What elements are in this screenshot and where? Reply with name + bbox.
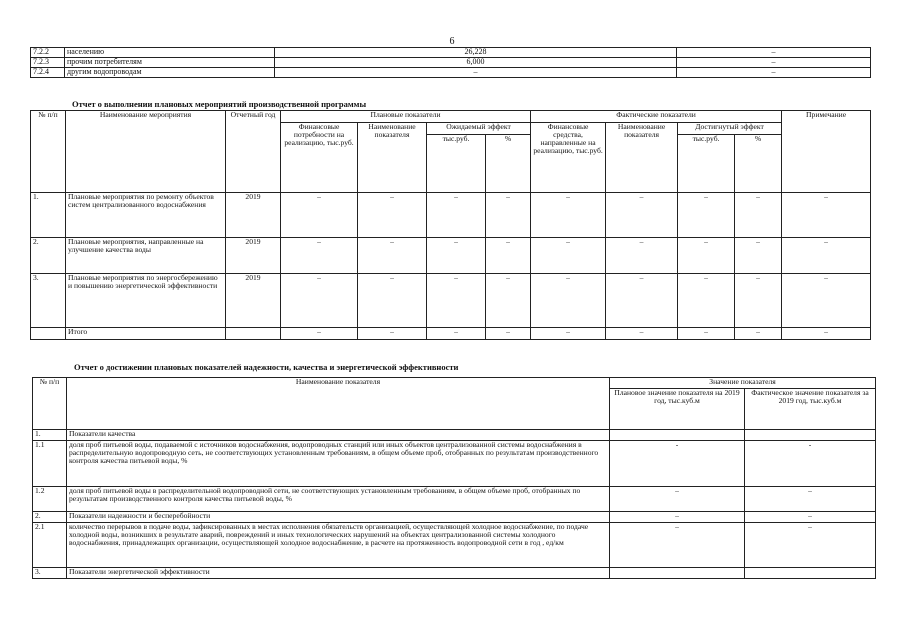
row-fact: [745, 568, 876, 579]
cell-dash: –: [782, 238, 871, 274]
header-num: № п/п: [31, 111, 66, 193]
header-planned: Плановые показатели: [281, 111, 531, 123]
header-fact-pct: %: [735, 135, 782, 193]
header-actual: Фактическое значение показателя за 2019 год, тыс.куб.м: [745, 389, 876, 430]
row-num: 2.: [31, 238, 66, 274]
row-plan: –: [610, 487, 745, 512]
row-code: 7.2.2: [31, 48, 65, 58]
row-num: 1.: [31, 193, 66, 238]
cell-dash: –: [531, 238, 606, 274]
row-year: 2019: [226, 274, 281, 328]
table-row: [33, 441, 876, 487]
header-planned: Плановое значение показателя на 2019 год, тыс.куб.м: [610, 389, 745, 430]
cell-dash: –: [531, 328, 606, 340]
header-expected-effect: Ожидаемый эффект: [427, 123, 531, 135]
cell-dash: –: [531, 274, 606, 328]
header-name: Наименование показателя: [67, 378, 610, 430]
row-num: 2.1: [33, 523, 67, 568]
row-name: Показатели качества: [67, 430, 610, 441]
cell-dash: –: [427, 193, 486, 238]
table-row: [31, 274, 871, 328]
cell-dash: –: [735, 274, 782, 328]
row-label: населению: [65, 48, 275, 58]
header-plan-fin: Финансовые потребности на реализацию, тыс.руб.: [281, 123, 358, 193]
total-label: Итого: [66, 328, 226, 340]
cell-dash: –: [358, 274, 427, 328]
header-year: Отчетный год: [226, 111, 281, 193]
header-plan-pct: %: [486, 135, 531, 193]
row-num: 2.: [33, 512, 67, 523]
table-row: [31, 193, 871, 238]
cell-dash: –: [782, 193, 871, 238]
cell-dash: –: [486, 274, 531, 328]
row-value: –: [275, 68, 677, 78]
header-achieved-effect: Достигнутый эффект: [678, 123, 782, 135]
row-year: 2019: [226, 193, 281, 238]
cell-dash: –: [281, 193, 358, 238]
header-row-1: [31, 111, 871, 123]
header-name: Наименование мероприятия: [66, 111, 226, 193]
total-num: [31, 328, 66, 340]
cell-dash: –: [735, 328, 782, 340]
cell-dash: –: [358, 193, 427, 238]
total-row: [31, 328, 871, 340]
planned-measures-table: [30, 110, 871, 340]
cell-dash: –: [281, 238, 358, 274]
row-name: Показатели надежности и бесперебойности: [67, 512, 610, 523]
row-num: 3.: [33, 568, 67, 579]
cell-dash: –: [606, 238, 678, 274]
row-name: доля проб питьевой воды, подаваемой с источников водоснабжения, водопроводных станций или иных объектов централизованной системы водоснабжения в распределительную водопроводную сеть, не соответствующих установленным требованиям, в общем объеме проб, отобранных по результатам производственного контроля качества питьевой воды, %: [67, 441, 610, 487]
header-plan-rub: тыс.руб.: [427, 135, 486, 193]
cell-dash: –: [281, 274, 358, 328]
cell-dash: –: [427, 328, 486, 340]
header-row-1: [33, 378, 876, 389]
table-row: [31, 48, 871, 58]
table-row: [33, 512, 876, 523]
report2-title: Отчет о достижении плановых показателей надежности, качества и энергетической эффективности: [74, 362, 459, 372]
cell-dash: –: [678, 238, 735, 274]
table-row: [33, 523, 876, 568]
row-plan: -: [610, 441, 745, 487]
row-num: 1.1: [33, 441, 67, 487]
cell-dash: –: [678, 328, 735, 340]
row-value: 26,228: [275, 48, 677, 58]
row-fact: –: [745, 487, 876, 512]
cell-dash: –: [427, 238, 486, 274]
cell-dash: –: [358, 328, 427, 340]
cell-dash: –: [606, 193, 678, 238]
row-name: Плановые мероприятия по энергосбережению и повышению энергетической эффективности: [66, 274, 226, 328]
row-label: прочим потребителям: [65, 58, 275, 68]
report1-title: Отчет о выполнении плановых мероприятий производственной программы: [72, 99, 367, 109]
row-fact: [745, 430, 876, 441]
cell-dash: –: [735, 238, 782, 274]
row-code: 7.2.4: [31, 68, 65, 78]
row-plan: [610, 568, 745, 579]
indicators-table: [32, 377, 876, 579]
cell-dash: –: [486, 238, 531, 274]
header-num: № п/п: [33, 378, 67, 430]
row-num: 1.2: [33, 487, 67, 512]
row-fact: -: [745, 441, 876, 487]
cell-dash: –: [606, 328, 678, 340]
table-row: [33, 487, 876, 512]
row-year: 2019: [226, 238, 281, 274]
cell-dash: –: [281, 328, 358, 340]
page-number: 6: [449, 36, 455, 47]
row-name: Плановые мероприятия, направленные на улучшение качества воды: [66, 238, 226, 274]
row-value: 6,000: [275, 58, 677, 68]
cell-dash: –: [427, 274, 486, 328]
row-extra: –: [677, 48, 871, 58]
cell-dash: –: [678, 193, 735, 238]
cell-dash: –: [486, 328, 531, 340]
cell-dash: –: [678, 274, 735, 328]
row-name: количество перерывов в подаче воды, зафиксированных в местах исполнения обязательств организацией, осуществляющей холодное водоснабжение, по подаче холодной воды, возникших в результате аварий, повреждений и иных технологических нарушений на объектах централизованной системы холодного водоснабжения, принадлежащих организации, осуществляющей холодное водоснабжение, в расчете на протяженность водопроводной сети в год , ед/км: [67, 523, 610, 568]
header-plan-indicator: Наименование показателя: [358, 123, 427, 193]
row-fact: –: [745, 523, 876, 568]
table-row: [31, 238, 871, 274]
row-num: 1.: [33, 430, 67, 441]
header-fact-indicator: Наименование показателя: [606, 123, 678, 193]
cell-dash: –: [782, 274, 871, 328]
row-plan: –: [610, 523, 745, 568]
row-name: доля проб питьевой воды в распределительной водопроводной сети, не соответствующих установленным требованиям, в общем объеме проб, отобранных по результатам производственного контроля качества питьевой воды, %: [67, 487, 610, 512]
row-plan: –: [610, 512, 745, 523]
row-extra: –: [677, 68, 871, 78]
cell-dash: –: [358, 238, 427, 274]
header-fact-rub: тыс.руб.: [678, 135, 735, 193]
header-actual: Фактические показатели: [531, 111, 782, 123]
table-row: [31, 68, 871, 78]
row-name: Показатели энергетической эффективности: [67, 568, 610, 579]
cell-dash: –: [486, 193, 531, 238]
cell-dash: –: [606, 274, 678, 328]
row-fact: –: [745, 512, 876, 523]
table-row: [33, 430, 876, 441]
header-note: Примечание: [782, 111, 871, 193]
table-row: [31, 58, 871, 68]
row-num: 3.: [31, 274, 66, 328]
row-plan: [610, 430, 745, 441]
table-row: [33, 568, 876, 579]
cell-dash: –: [735, 193, 782, 238]
header-fact-fin: Финансовые средства, направленные на реализацию, тыс.руб.: [531, 123, 606, 193]
row-extra: –: [677, 58, 871, 68]
row-label: другим водопроводам: [65, 68, 275, 78]
top-table: [30, 47, 871, 78]
cell-dash: –: [531, 193, 606, 238]
row-code: 7.2.3: [31, 58, 65, 68]
cell-dash: –: [782, 328, 871, 340]
row-name: Плановые мероприятия по ремонту объектов систем централизованного водоснабжения: [66, 193, 226, 238]
total-year: [226, 328, 281, 340]
header-value: Значение показателя: [610, 378, 876, 389]
